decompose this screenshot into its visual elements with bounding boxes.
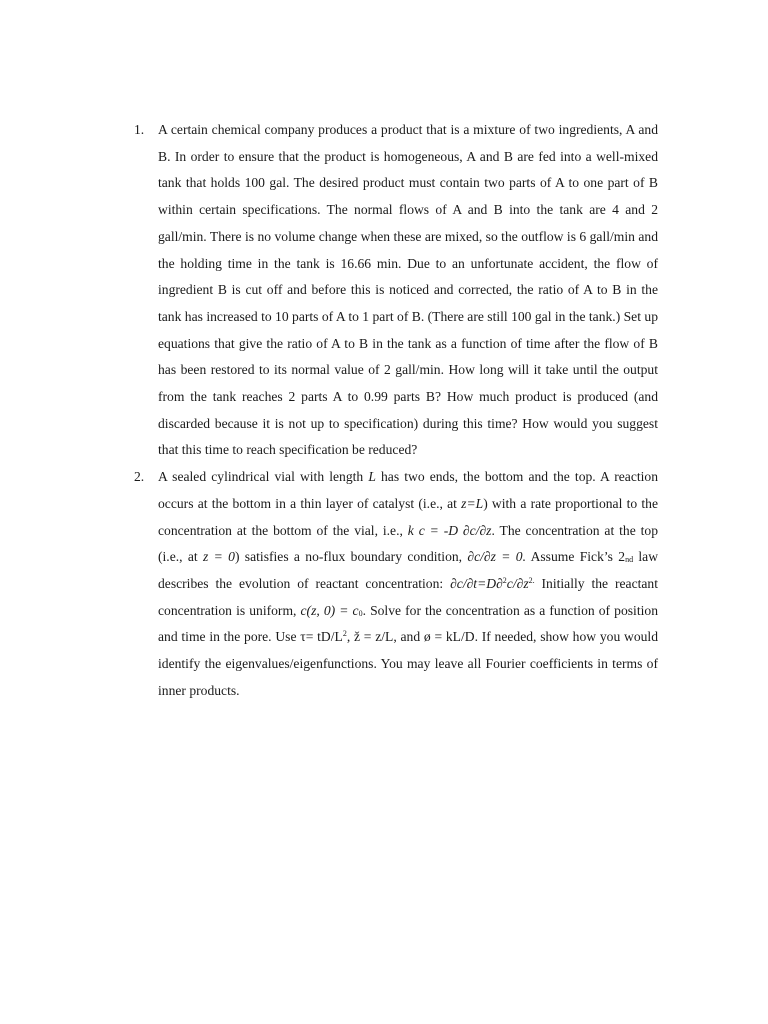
text-run: , ž = z/L, and ø = kL/D. If needed, show how you would identify the eigenvalues/eigenfunctions. You may leave all Fourier coefficients in terms of inner products. (158, 629, 658, 698)
math-expr: z=L (461, 495, 484, 511)
text-run: . Solve for the concentration as a function of position and time in the pore. Use τ= tD/L (158, 602, 658, 645)
text-run: A sealed cylindrical vial with length (158, 469, 369, 485)
boundary-condition-bottom: k c = -D ∂c/∂z (407, 522, 492, 538)
text-run: ) with a rate proportional to the concentration at the bottom of the vial, i.e., (158, 495, 658, 538)
text-run: law describes the evolution of reactant concentration: (158, 549, 659, 591)
problem-2 (128, 464, 658, 704)
subscript: 0 (358, 608, 363, 618)
problem-text: A certain chemical company produces a product that is a mixture of two ingredients, A and B. In order to ensure that the product is homogeneous, A and B are fed into a well-mixed tank that holds 100 gal. The desired product must contain two parts of A to one part of B within certain specifications. The normal flows of A and B into the tank are 4 and 2 gall/min. There is no volume change when these are mixed, so the outflow is 6 gall/min and the holding time in the tank is 16.66 min. Due to an unfortunate accident, the flow of ingredient B is cut off and before this is noticed and corrected, the ratio of A to B in the tank has increased to 10 parts of A to 1 part of B. (There are still 100 gal in the tank.) Set up equations that give the ratio of A to B in the tank as a function of time after the flow of B has been restored to its normal value of 2 gall/min. How long will it take until the output from the tank reaches 2 parts A to 0.99 parts B? How much product is produced (and discarded because it is not up to specification) during this time? How would you suggest that this time to reach specification be reduced? (158, 122, 658, 458)
math-expr: z = 0 (203, 549, 235, 565)
text-run: . The concentration at the top (i.e., at (158, 522, 658, 565)
problem-1 (128, 117, 658, 464)
math-var: L (368, 469, 376, 485)
pde-part: ∂c/∂t=D∂ (450, 575, 503, 591)
text-run: Initially the reactant concentration is uniform, (158, 575, 658, 618)
ordinal-suffix: nd (625, 555, 634, 565)
problem-number: 2. (134, 469, 145, 485)
problem-number: 1. (134, 122, 145, 137)
pde-part: c/∂z (506, 575, 529, 591)
initial-condition: c(z, 0) = c (300, 602, 359, 618)
superscript: 2. (528, 575, 535, 585)
problem-list (128, 117, 658, 704)
text-run: has two ends, the bottom and the top. A reaction occurs at the bottom in a thin layer of catalyst (i.e., at (158, 469, 659, 511)
problem-text (158, 469, 658, 698)
text-run: Assume Fick’s 2 (525, 549, 626, 565)
superscript: 2 (342, 629, 347, 639)
text-run: ) satisfies a no-flux boundary condition, (234, 549, 468, 565)
boundary-condition-top: ∂c/∂z = 0. (467, 549, 526, 565)
superscript: 2 (502, 575, 507, 585)
